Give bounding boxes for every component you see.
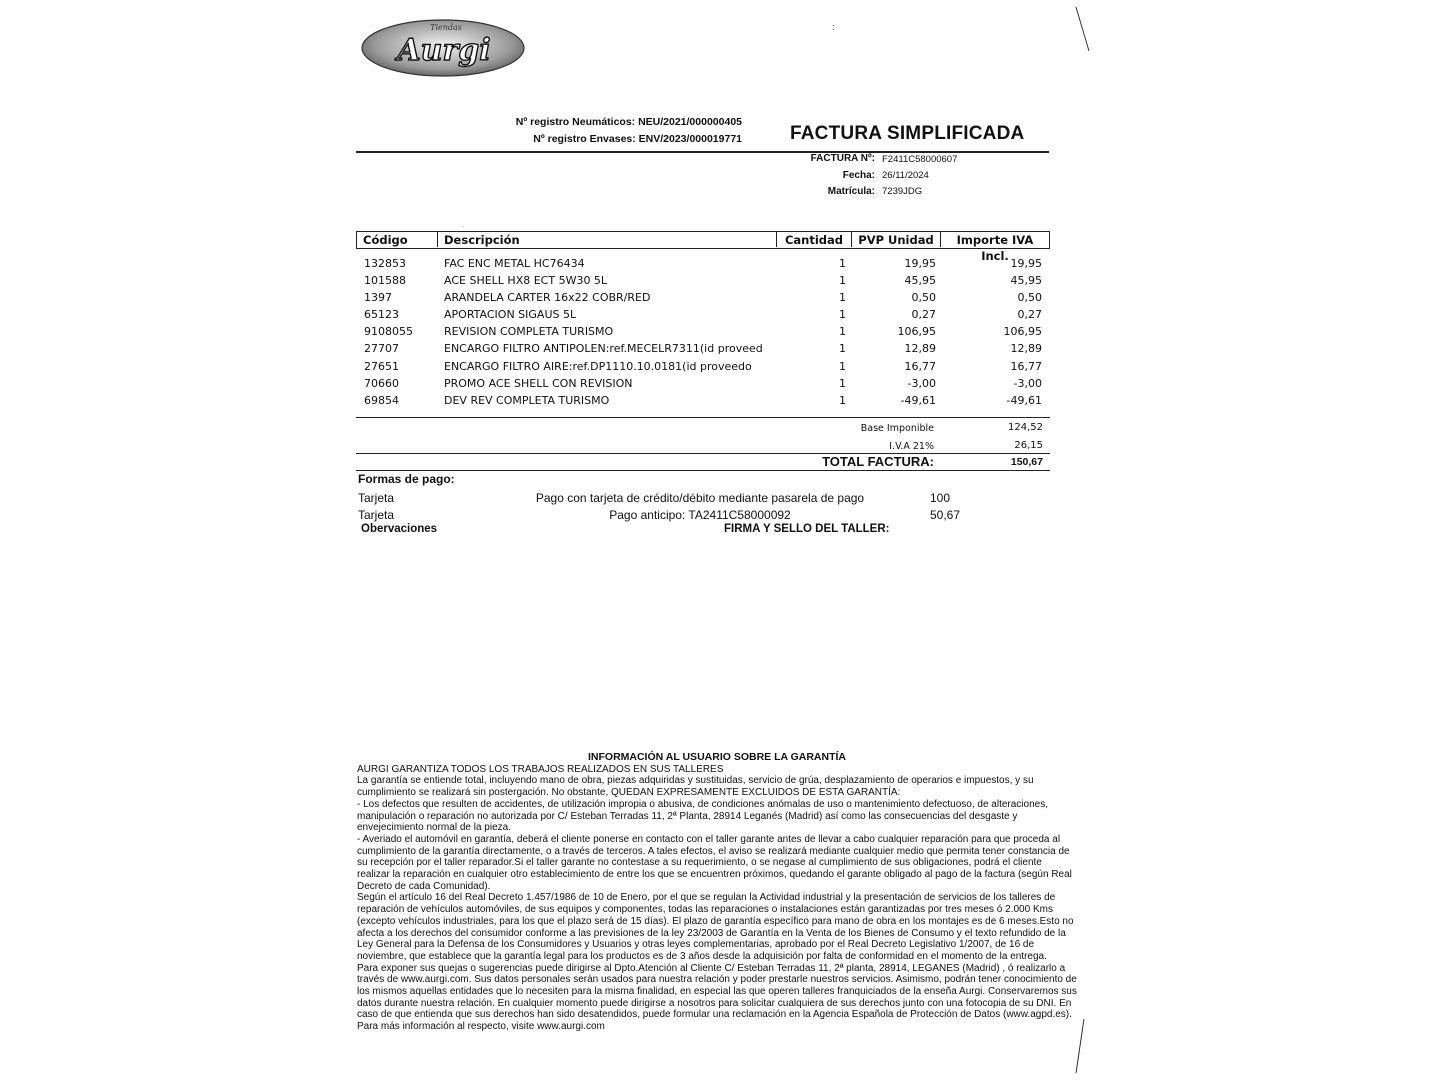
table-header: [356, 231, 1050, 263]
table-row: [356, 342, 1050, 359]
cell-description: ARANDELA CARTER 16x22 COBR/RED: [444, 291, 651, 304]
table-row: [356, 274, 1050, 291]
table-bottom-rule: [356, 417, 1050, 418]
cell-code: 69854: [364, 394, 399, 407]
cell-description: ENCARGO FILTRO AIRE:ref.DP1110.10.0181(id proveedo: [444, 360, 752, 373]
cell-code: 1397: [364, 291, 392, 304]
cell-unit-price: 12,89: [904, 342, 936, 355]
firma-label: FIRMA Y SELLO DEL TALLER:: [724, 523, 890, 535]
cell-unit-price: 45,95: [904, 274, 936, 287]
cell-description: PROMO ACE SHELL CON REVISION: [444, 377, 633, 390]
cell-quantity: 1: [839, 308, 846, 321]
payment-title: Formas de pago:: [358, 472, 455, 486]
reg-neumaticos: Nº registro Neumáticos: NEU/2021/000000405: [515, 116, 742, 128]
aurgi-logo: [360, 18, 526, 78]
scan-speck: .: [462, 220, 465, 229]
cell-unit-price: -49,61: [900, 394, 936, 407]
base-value: 124,52: [1008, 422, 1043, 433]
totals-rule: [356, 453, 1050, 454]
cell-unit-price: 19,95: [904, 257, 936, 270]
th-cantidad: Cantidad: [776, 232, 851, 247]
page-title: FACTURA SIMPLIFICADA: [790, 123, 1025, 144]
guarantee-paragraph: Según el artículo 16 del Real Decreto 1.457/1986 de 10 de Enero, por el que se regulan la Actividad industrial y la presentación de servicios de los talleres de reparación de vehículos automóviles, de sus equipos y componentes, todas las reparaciones o instalaciones están garantizadas por tres meses ó 2.000 Kms (excepto vehículos industriales, para los que el plazo será de 15 días). El plazo de garantía específico para mano de obra en los montajes es de 6 meses.Esto no afecta a los derechos del consumidor conforme a las previsiones de la ley 23/2003 de Garantía en la Venta de los Bienes de Consumo y el texto refundido de la Ley General para la Defensa de los Consumidores y Usuarios y otras leyes complementarias, aprobado por el Real Decreto Legislativo 1/2007, de 16 de noviembre, que establece que la garantía legal para los productos es de 3 años desde la adquisición por falta de conformidad en el momento de la entrega.: [357, 892, 1074, 962]
payment-method: Tarjeta: [358, 508, 395, 522]
factura-value: F2411C58000607: [882, 154, 958, 165]
guarantee-paragraph: AURGI GARANTIZA TODOS LOS TRABAJOS REALIZADOS EN SUS TALLERES: [357, 763, 724, 775]
cell-quantity: 1: [839, 394, 846, 407]
cell-description: DEV REV COMPLETA TURISMO: [444, 394, 610, 407]
th-pvp: PVP Unidad: [851, 232, 940, 247]
th-importe: Importe IVA Incl.: [940, 232, 1049, 247]
table-row: [356, 360, 1050, 377]
guarantee-paragraph: La garantía se entiende total, incluyendo mano de obra, piezas adquiridas y sustituidas, servicio de grúa, desplazamiento de operarios e impuestos, y su cumplimiento se realizará sin postergación. No obstante, QUEDAN EXPRESAMENTE EXCLUIDOS DE ESTA GARANTÍA:: [357, 775, 1034, 799]
cell-code: 27707: [364, 342, 399, 355]
payment-description: Pago con tarjeta de crédito/débito mediante pasarela de pago: [535, 491, 865, 505]
th-codigo: Código: [363, 233, 408, 247]
guarantee-paragraph: Para exponer sus quejas o sugerencias puede dirigirse al Dpto.Atención al Cliente C/ Esteban Terradas 11, 2ª planta, 28914, LEGANES (Madrid) , ó realizarlo a través de www.aurgi.com. Sus datos personales serán usados para nuestra relación y poder prestarle nuestros servicios. Asimismo, podrán tener conocimiento de los mismos aquellas entidades que lo necesiten para la misma finalidad, en especial las que operen talleres franquiciados de la enseña Aurgi. Conservaremos sus datos durante nuestra relación. En cualquier momento puede dirigirse a nosotros para solicitar cualquiera de sus derechos junto con una fotocopia de su DNI. En caso de que entienda que sus derechos han sido desatendidos, puede formular una reclamación en la Agencia Española de Protección de Datos (www.agpd.es). Para más información al respecto, visite www.aurgi.com: [357, 962, 1077, 1033]
cell-unit-price: 106,95: [897, 325, 936, 338]
cell-total: 0,27: [1017, 308, 1042, 321]
scan-mark-top: [1070, 5, 1100, 55]
base-label: Base Imponible: [860, 423, 934, 434]
table-row: [356, 308, 1050, 325]
cell-total: 0,50: [1017, 291, 1042, 304]
payment-method: Tarjeta: [358, 491, 395, 505]
cell-quantity: 1: [839, 325, 846, 338]
matricula-value: 7239JDG: [882, 186, 923, 197]
reg-envases: Nº registro Envases: ENV/2023/000019771: [533, 133, 742, 145]
cell-quantity: 1: [839, 360, 846, 373]
cell-unit-price: 0,50: [911, 291, 936, 304]
header-divider: [356, 151, 1049, 153]
guarantee-paragraph: - Averiado el automóvil en garantía, deberá el cliente ponerse en contacto con el taller garante antes de llevar a cabo cualquier reparación para que proceda al cumplimiento de la garantía directamente, o a través de terceros. A tales efectos, el aviso se realizará mediante cualquier medio que permita tener constancia de su recepción por el taller reparador.Si el taller garante no contestase a su requerimiento, o se negase al cumplimiento de sus obligaciones, podrá el cliente realizar la reparación en cualquier otro establecimiento de entre los que se encuentren próximos, quedando el garante obligado al pago de la factura (según Real Decreto de cada Comunidad).: [357, 833, 1072, 892]
cell-quantity: 1: [839, 342, 846, 355]
guarantee-paragraph: - Los defectos que resulten de accidentes, de utilización impropia o abusiva, de condiciones anómalas de uso o mantenimiento defectuoso, de alteraciones, manipulación o reparación no autorizada por C/ Esteban Terradas 11, 2ª Planta, 28914 Leganés (Madrid) así como las consecuencias del desgaste y envejecimiento normal de la pieza.: [357, 798, 1048, 834]
fecha-label: Fecha:: [842, 170, 875, 181]
cell-total: 19,95: [1010, 257, 1042, 270]
cell-total: -3,00: [1013, 377, 1042, 390]
guarantee-section: [357, 752, 1077, 1033]
table-row: [356, 377, 1050, 394]
table-row: [356, 291, 1050, 308]
logo-tagline: Tiendas: [430, 23, 462, 32]
cell-code: 70660: [364, 377, 399, 390]
total-bottom-rule: [356, 470, 1050, 471]
th-descripcion: Descripción: [437, 232, 520, 247]
observaciones-label: Obervaciones: [361, 523, 438, 535]
cell-description: FAC ENC METAL HC76434: [444, 257, 585, 270]
matricula-label: Matrícula:: [827, 186, 875, 197]
cell-total: 45,95: [1010, 274, 1042, 287]
logo-brand: Aurgi: [397, 33, 491, 68]
cell-description: ENCARGO FILTRO ANTIPOLEN:ref.MECELR7311(id proveed: [444, 342, 763, 355]
cell-quantity: 1: [839, 291, 846, 304]
total-value: 150,67: [1010, 456, 1043, 468]
cell-quantity: 1: [839, 257, 846, 270]
cell-description: ACE SHELL HX8 ECT 5W30 5L: [444, 274, 608, 287]
cell-description: APORTACION SIGAUS 5L: [444, 308, 577, 321]
scan-dot: :: [832, 22, 835, 32]
payment-amount: 100: [930, 491, 951, 505]
cell-quantity: 1: [839, 274, 846, 287]
cell-total: 106,95: [1003, 325, 1042, 338]
cell-quantity: 1: [839, 377, 846, 390]
total-label: TOTAL FACTURA:: [822, 454, 934, 469]
cell-total: 12,89: [1010, 342, 1042, 355]
table-row: [356, 325, 1050, 342]
table-row: [356, 394, 1050, 411]
cell-code: 27651: [364, 360, 399, 373]
table-row: [356, 257, 1050, 274]
cell-description: REVISION COMPLETA TURISMO: [444, 325, 614, 338]
cell-code: 65123: [364, 308, 399, 321]
cell-total: 16,77: [1010, 360, 1042, 373]
payment-amount: 50,67: [930, 508, 961, 522]
iva-label: I.V.A 21%: [889, 441, 934, 452]
cell-code: 132853: [364, 257, 406, 270]
cell-unit-price: 0,27: [911, 308, 936, 321]
guarantee-body: [357, 764, 1077, 1033]
guarantee-title: INFORMACIÓN AL USUARIO SOBRE LA GARANTÍA: [587, 751, 847, 763]
cell-unit-price: -3,00: [907, 377, 936, 390]
payment-description: Pago anticipo: TA2411C58000092: [609, 508, 791, 522]
fecha-value: 26/11/2024: [882, 170, 929, 181]
cell-code: 9108055: [364, 325, 413, 338]
iva-value: 26,15: [1014, 440, 1043, 451]
factura-label: FACTURA Nº:: [810, 153, 875, 164]
cell-code: 101588: [364, 274, 406, 287]
cell-total: -49,61: [1006, 394, 1042, 407]
cell-unit-price: 16,77: [904, 360, 936, 373]
